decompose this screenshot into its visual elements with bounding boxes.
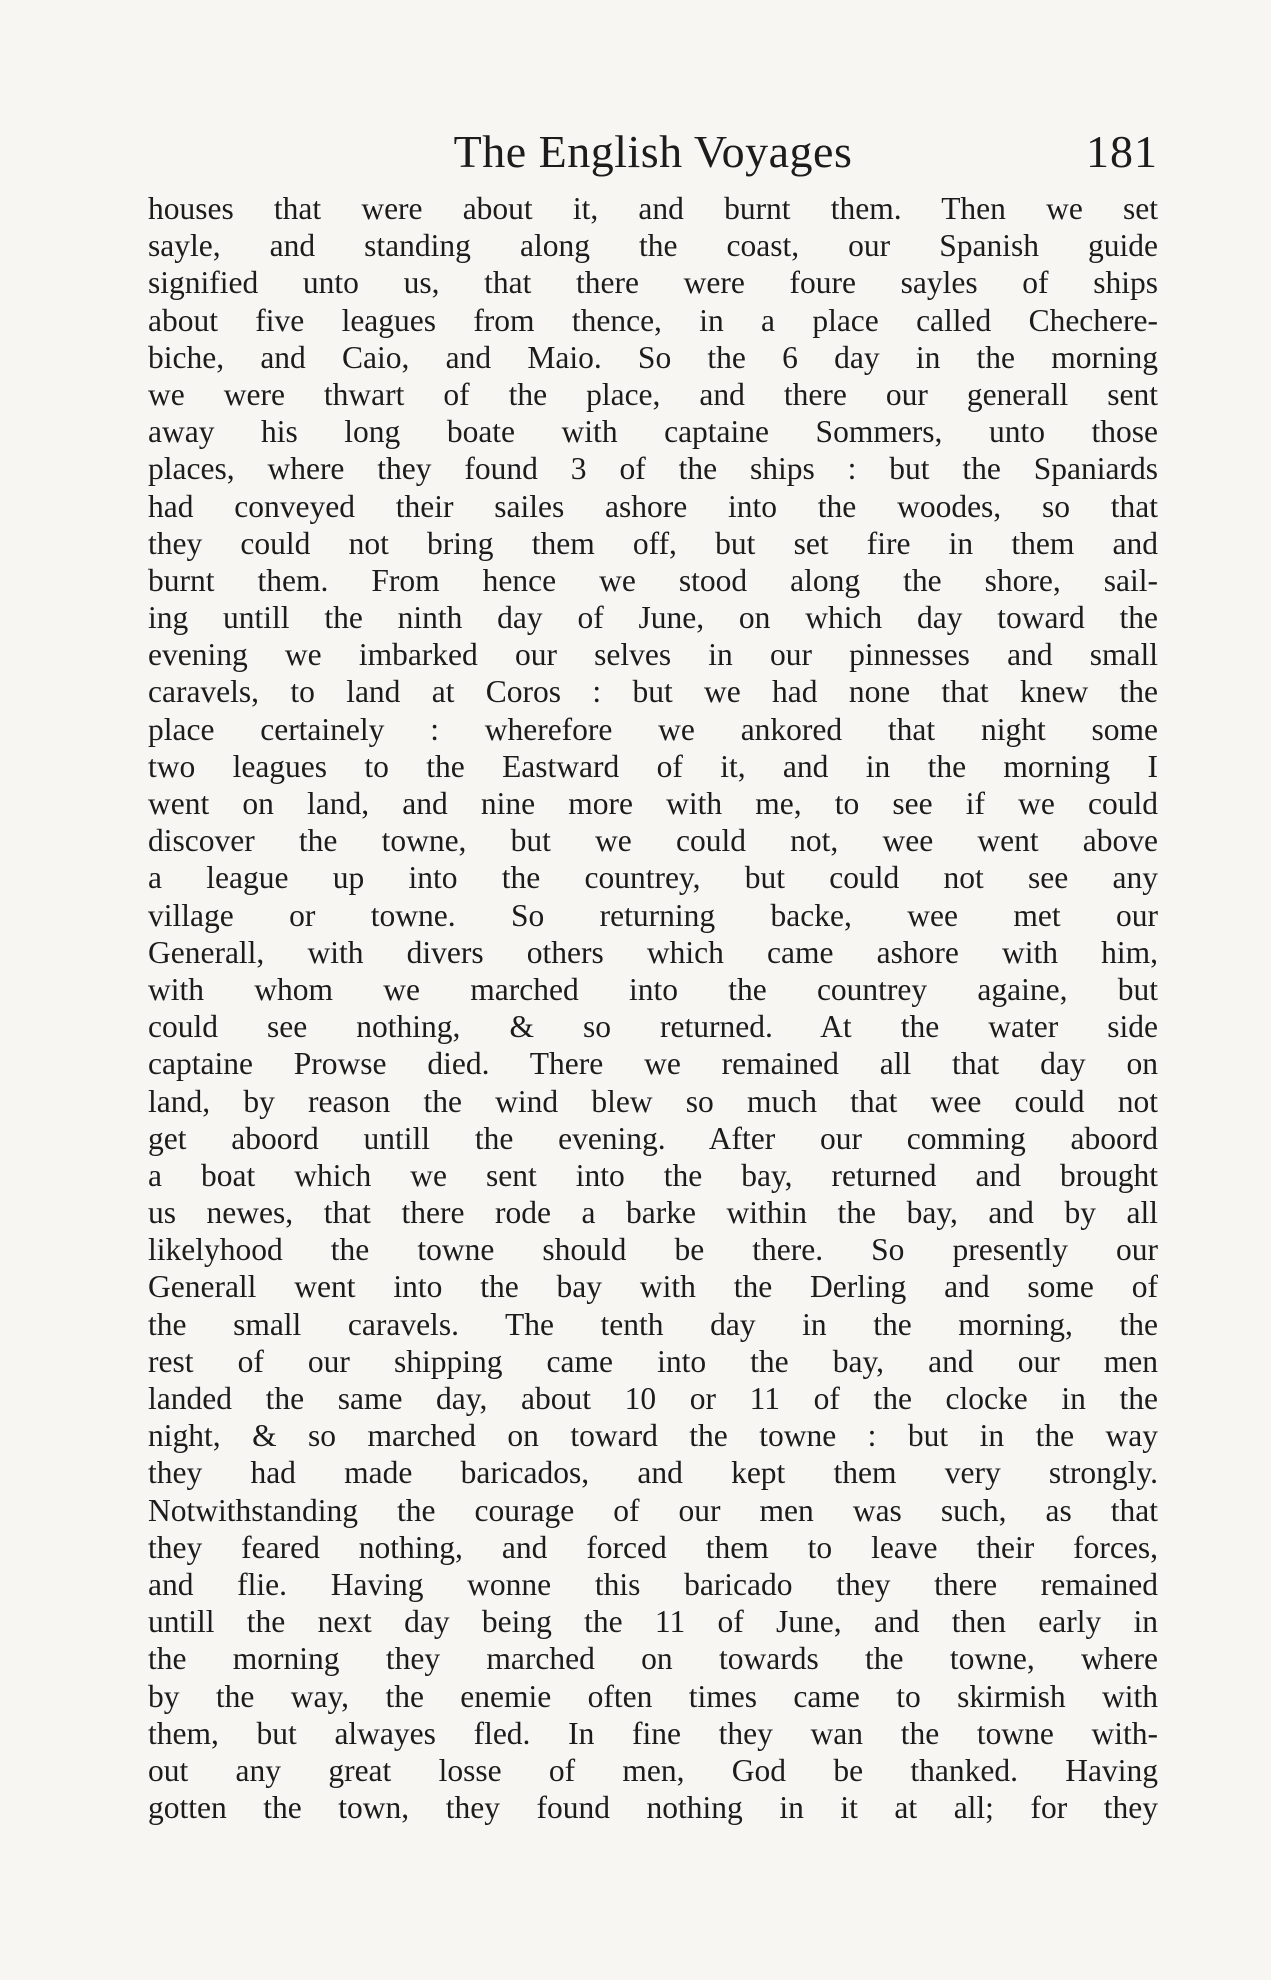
- text-line: us newes, that there rode a barke within the bay, and by all: [148, 1195, 1158, 1231]
- page-header: [148, 118, 1158, 186]
- text-line: land, by reason the wind blew so much that wee could not: [148, 1083, 1158, 1119]
- text-line: get aboord untill the evening. After our comming aboord: [148, 1120, 1158, 1156]
- text-line: likelyhood the towne should be there. So presently our: [148, 1232, 1158, 1268]
- text-line: landed the same day, about 10 or 11 of the clocke in the: [148, 1381, 1158, 1416]
- text-line: Generall, with divers others which came ashore with him,: [148, 934, 1158, 970]
- text-line: night, & so marched on toward the towne : but in the way: [148, 1418, 1158, 1454]
- text-line: places, where they found 3 of the ships : but the Spaniards: [148, 451, 1158, 487]
- text-line: discover the towne, but we could not, wee went above: [148, 823, 1158, 859]
- text-line: we were thwart of the place, and there our generall sent: [148, 376, 1158, 412]
- text-line: evening we imbarked our selves in our pinnesses and small: [148, 637, 1158, 673]
- text-line: away his long boate with captaine Sommers, unto those: [148, 414, 1158, 450]
- text-line: a boat which we sent into the bay, returned and brought: [148, 1157, 1158, 1193]
- text-line: by the way, the enemie often times came to skirmish with: [148, 1678, 1158, 1714]
- text-line: the morning they marched on towards the towne, where: [148, 1641, 1158, 1677]
- text-line: could see nothing, & so returned. At the water side: [148, 1009, 1158, 1045]
- text-line: place certainely : wherefore we ankored that night some: [148, 711, 1158, 747]
- text-line: with whom we marched into the countrey againe, but: [148, 971, 1158, 1007]
- text-line: the small caravels. The tenth day in the morning, the: [148, 1306, 1158, 1342]
- text-line: went on land, and nine more with me, to see if we could: [148, 786, 1158, 821]
- text-line: they had made baricados, and kept them very strongly.: [148, 1455, 1158, 1491]
- text-line: untill the next day being the 11 of June, and then early in: [148, 1604, 1158, 1640]
- text-line: two leagues to the Eastward of it, and in the morning I: [148, 748, 1158, 784]
- text-line: ing untill the ninth day of June, on which day toward the: [148, 600, 1158, 636]
- text-line: biche, and Caio, and Maio. So the 6 day in the morning: [148, 339, 1158, 375]
- text-line: caravels, to land at Coros : but we had none that knew the: [148, 674, 1158, 710]
- text-line: they feared nothing, and forced them to leave their forces,: [148, 1529, 1158, 1565]
- text-line: rest of our shipping came into the bay, and our men: [148, 1343, 1158, 1379]
- text-line: they could not bring them off, but set fire in them and: [148, 525, 1158, 561]
- text-line: had conveyed their sailes ashore into the woodes, so that: [148, 488, 1158, 524]
- text-line: gotten the town, they found nothing in it at all; for they: [148, 1790, 1158, 1826]
- text-line: Notwithstanding the courage of our men was such, as that: [148, 1492, 1158, 1528]
- body-text: [148, 190, 1158, 1826]
- text-line: Generall went into the bay with the Derling and some of: [148, 1269, 1158, 1305]
- text-line: out any great losse of men, God be thanked. Having: [148, 1752, 1158, 1788]
- text-line: and flie. Having wonne this baricado they there remained: [148, 1566, 1158, 1602]
- text-line: them, but alwayes fled. In fine they wan the towne with-: [148, 1715, 1158, 1751]
- text-line: sayle, and standing along the coast, our Spanish guide: [148, 228, 1158, 264]
- text-line: captaine Prowse died. There we remained all that day on: [148, 1046, 1158, 1082]
- text-line: village or towne. So returning backe, wee met our: [148, 897, 1158, 933]
- running-title: The English Voyages: [453, 126, 853, 177]
- text-line: signified unto us, that there were foure sayles of ships: [148, 265, 1158, 301]
- text-line: a league up into the countrey, but could not see any: [148, 860, 1158, 896]
- text-line: about five leagues from thence, in a place called Chechere-: [148, 302, 1158, 338]
- text-line: houses that were about it, and burnt them. Then we set: [148, 191, 1158, 226]
- page-number: 181: [1086, 126, 1158, 177]
- text-line: burnt them. From hence we stood along the shore, sail-: [148, 562, 1158, 598]
